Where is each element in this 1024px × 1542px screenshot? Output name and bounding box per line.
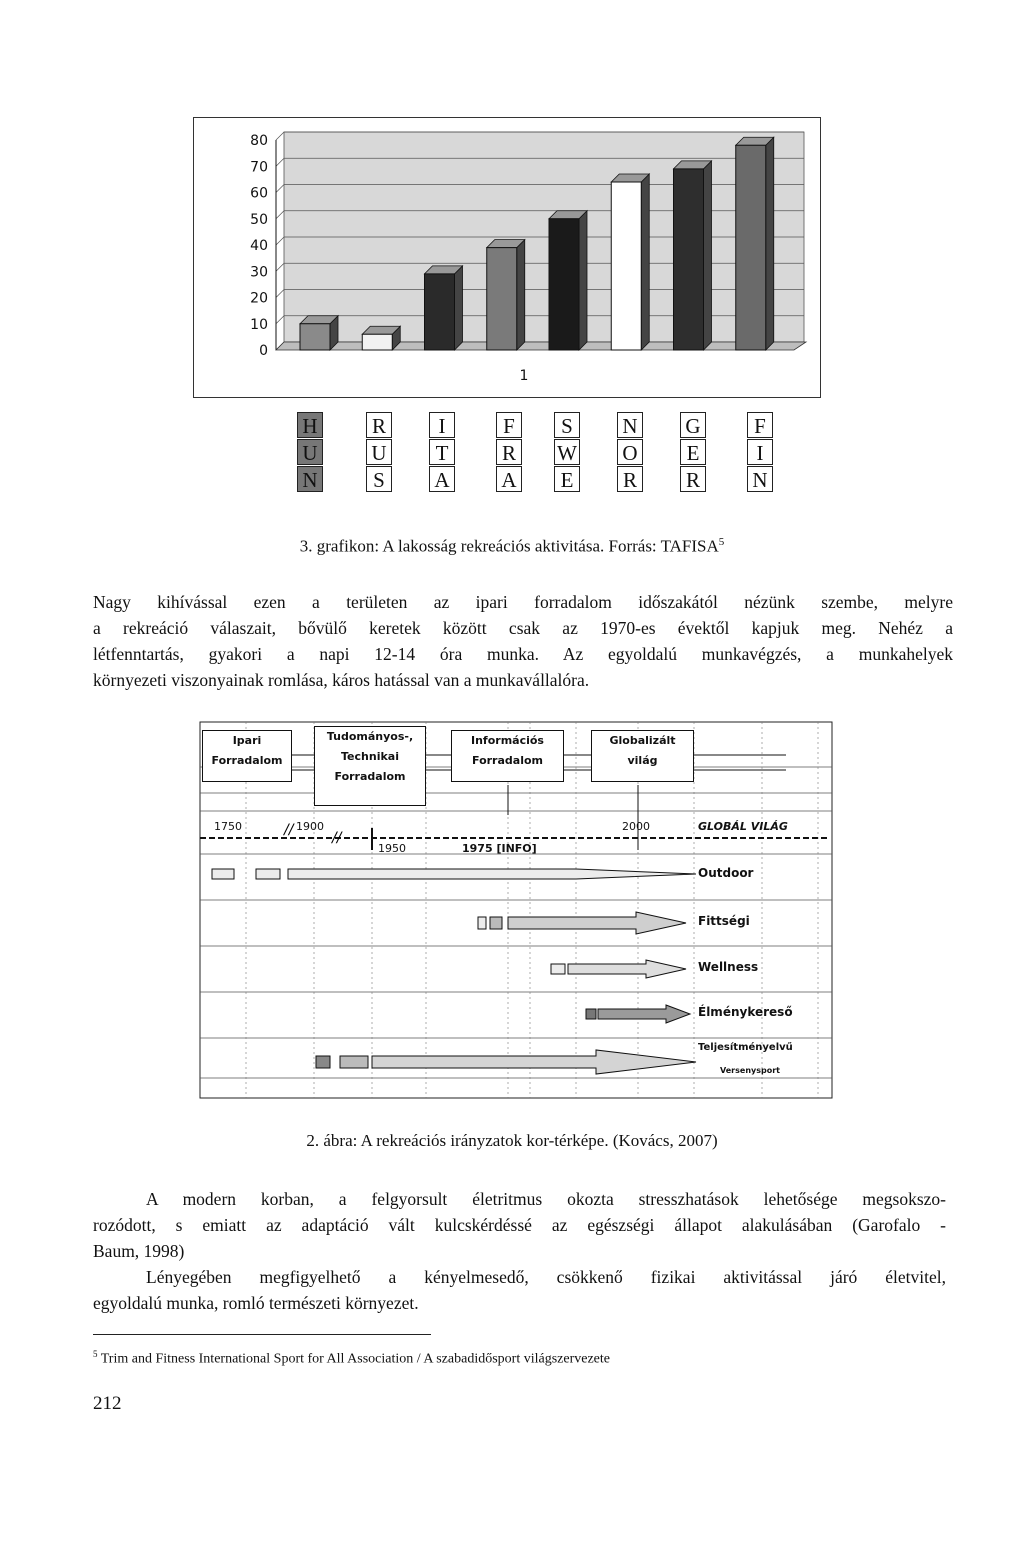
bar	[487, 248, 517, 350]
country-code-5	[617, 412, 643, 493]
y-tick-label: 0	[259, 343, 268, 359]
text-line: egyoldalú munka, romló természeti környezet.	[93, 1293, 419, 1313]
bar-side	[641, 174, 649, 350]
era-box-line: Globalizált	[609, 734, 676, 747]
code-letter: S	[554, 412, 580, 438]
code-letter: R	[617, 466, 643, 492]
trend-label: Versenysport	[720, 1066, 780, 1075]
year-label: 2000	[622, 820, 650, 833]
code-letter: N	[617, 412, 643, 438]
text-line: környezeti viszonyainak romlása, káros hatással van a munkavállalóra.	[93, 670, 590, 690]
era-box-industrial	[202, 730, 292, 782]
footnote	[93, 1349, 610, 1368]
era-box-line: Ipari	[232, 734, 262, 747]
code-letter: H	[297, 412, 323, 438]
chart-floor	[276, 342, 806, 350]
country-code-2	[429, 412, 455, 493]
text-line: Baum, 1998)	[93, 1241, 185, 1261]
code-letter: R	[496, 439, 522, 465]
text-line: A modern korban, a felgyorsult életritmus okozta stresszhatások lehetősége megsokszo-	[146, 1189, 946, 1209]
code-letter: U	[366, 439, 392, 465]
bar-chart	[194, 118, 820, 397]
code-letter: F	[747, 412, 773, 438]
text-line: létfenntartás, gyakori a napi 12-14 óra munka. Az egyoldalú munkavégzés, a munkahelyek	[93, 644, 953, 664]
era-box-information	[451, 730, 564, 782]
paragraph-3	[93, 1264, 946, 1316]
diagram-caption: 2. ábra: A rekreációs irányzatok kor-térképe. (Kovács, 2007)	[306, 1131, 718, 1150]
bar	[300, 324, 330, 350]
country-code-row	[0, 412, 1024, 502]
gridline-slant	[276, 263, 284, 271]
code-letter: I	[747, 439, 773, 465]
bar-side	[766, 137, 774, 350]
country-code-0	[297, 412, 323, 493]
y-tick-label: 10	[250, 316, 268, 333]
text-line: Nagy kihívással ezen a területen az ipari forradalom időszakától nézünk szembe, melyre	[93, 592, 953, 612]
paragraph-2	[93, 1186, 946, 1264]
code-letter: O	[617, 439, 643, 465]
y-tick-label: 50	[250, 211, 268, 228]
y-tick-label: 20	[250, 290, 268, 307]
text-line: a rekreáció válaszait, bővülő keretek között csak az 1970-es évektől kapjuk meg. Nehéz a	[93, 618, 953, 638]
code-letter: I	[429, 412, 455, 438]
code-letter: E	[680, 439, 706, 465]
x-tick-label: 1	[519, 368, 529, 384]
code-letter: A	[429, 466, 455, 492]
country-code-7	[747, 412, 773, 493]
gridline-slant	[276, 316, 284, 324]
paragraph-1	[93, 589, 953, 693]
era-box-scientific	[314, 726, 426, 806]
svg-text://: //	[332, 830, 342, 846]
code-letter: E	[554, 466, 580, 492]
year-label: 1950	[378, 842, 406, 855]
bar	[611, 182, 641, 350]
y-tick-label: 80	[250, 133, 268, 149]
text-line: rozódott, s emiatt az adaptáció vált kulcskérdéssé az egészségi állapot alakulásában (Garofalo -	[93, 1215, 946, 1235]
code-letter: U	[297, 439, 323, 465]
year-label: GLOBÁL VILÁG	[698, 820, 788, 833]
era-box-global	[591, 730, 694, 782]
code-letter: S	[366, 466, 392, 492]
bar-side	[517, 240, 525, 350]
trend-timeline-diagram	[196, 720, 836, 1100]
bar	[549, 219, 579, 350]
era-box-line: Információs	[471, 734, 544, 747]
y-tick-label: 40	[250, 238, 268, 254]
chart-caption-text: 3. grafikon: A lakosság rekreációs aktivitása. Forrás: TAFISA	[299, 536, 719, 556]
footnote-text: Trim and Fitness International Sport for All Association / A szabadidősport világszervezete	[100, 1351, 610, 1367]
code-letter: G	[680, 412, 706, 438]
gridline-slant	[276, 290, 284, 298]
bar	[425, 274, 455, 350]
svg-text://: //	[284, 822, 294, 838]
code-letter: N	[297, 466, 323, 492]
trend-label: Fittségi	[698, 914, 750, 928]
country-code-1	[366, 412, 392, 493]
bar-side	[704, 161, 712, 350]
code-letter: A	[496, 466, 522, 492]
era-box-line: Forradalom	[472, 754, 543, 767]
y-tick-label: 60	[250, 185, 268, 202]
country-code-4	[554, 412, 580, 493]
code-letter: R	[366, 412, 392, 438]
bar-side	[579, 211, 587, 350]
year-label: 1900	[296, 820, 324, 833]
code-letter: F	[496, 412, 522, 438]
bar-side	[455, 266, 463, 350]
footnote-ref: 5	[718, 536, 725, 548]
era-box-line: Forradalom	[211, 754, 283, 767]
footnote-mark: 5	[93, 1349, 98, 1359]
gridline-slant	[276, 185, 284, 193]
gridline-slant	[276, 237, 284, 245]
chart-caption	[0, 536, 1024, 557]
trend-label: Élménykereső	[698, 1005, 793, 1019]
footnote-rule	[93, 1334, 431, 1335]
year-label: 1975 [INFO]	[462, 842, 537, 855]
code-letter: R	[680, 466, 706, 492]
gridline-slant	[276, 132, 284, 140]
gridline-slant	[276, 211, 284, 219]
code-letter: W	[554, 439, 580, 465]
era-box-line: Tudományos-,	[326, 730, 414, 743]
y-tick-label: 70	[250, 159, 268, 176]
code-letter: T	[429, 439, 455, 465]
country-code-3	[496, 412, 522, 493]
era-box-line: világ	[627, 754, 658, 767]
era-box-line: Technikai	[341, 750, 399, 763]
year-label: 1750	[214, 820, 242, 833]
page-number: 212	[93, 1393, 122, 1414]
country-code-6	[680, 412, 706, 493]
code-letter: N	[747, 466, 773, 492]
y-tick-label: 30	[250, 264, 268, 281]
trend-label: Teljesítményelvű	[698, 1042, 793, 1053]
era-box-line: Forradalom	[334, 770, 406, 783]
bar	[674, 169, 704, 350]
bar-chart-frame	[193, 117, 821, 398]
gridline-slant	[276, 158, 284, 166]
trend-label: Outdoor	[698, 866, 754, 880]
bar	[736, 145, 766, 350]
trend-label: Wellness	[698, 960, 759, 974]
bar	[362, 334, 392, 350]
text-line: Lényegében megfigyelhető a kényelmesedő, csökkenő fizikai aktivitással járó életvitel,	[146, 1267, 946, 1287]
